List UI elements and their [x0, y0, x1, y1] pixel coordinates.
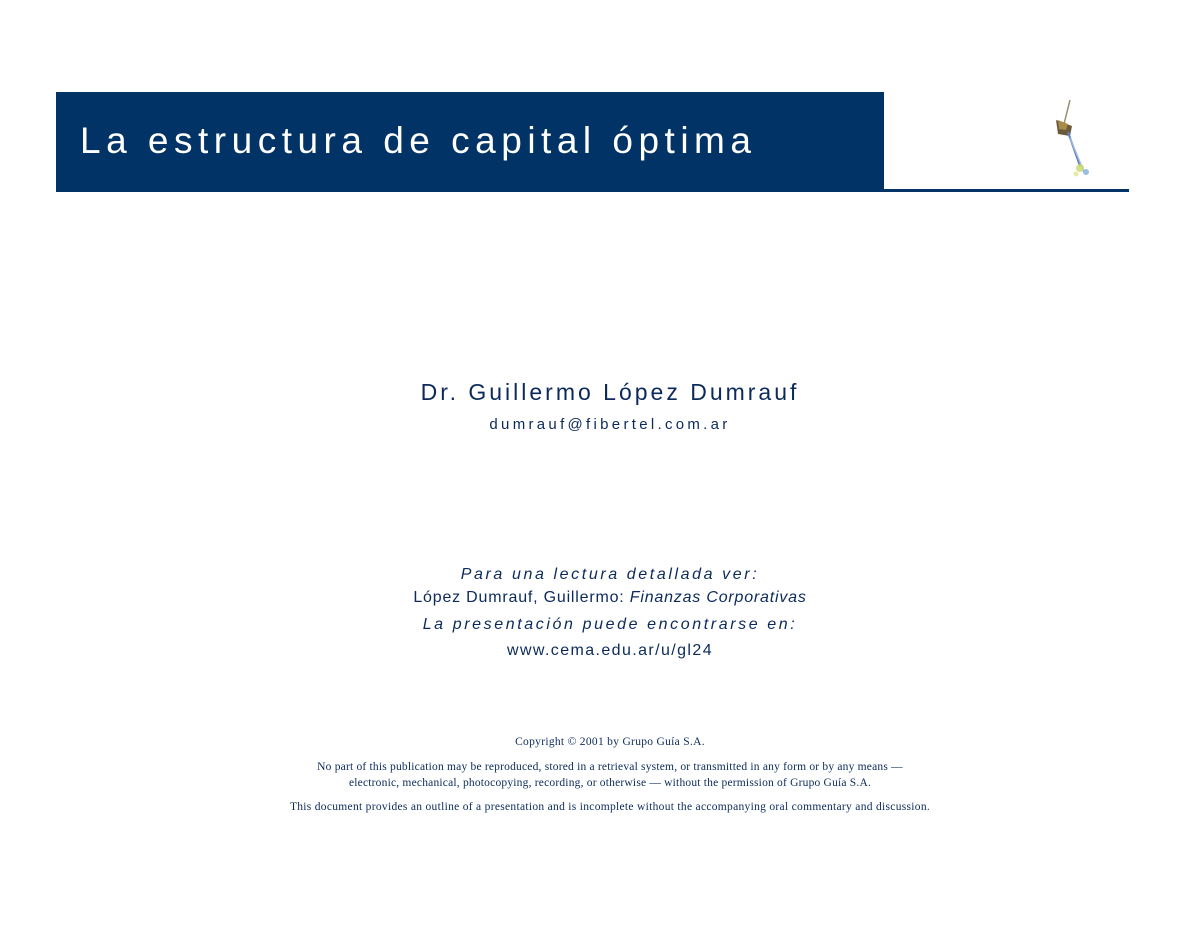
book-reference: [0, 589, 1200, 607]
book-title: Finanzas Corporativas: [629, 589, 807, 606]
presentation-url[interactable]: www.cema.edu.ar/u/gl24: [506, 642, 713, 659]
rights-notice-line-1: No part of this publication may be reproduced, stored in a retrieval system, or transmitted in any form or by any means —: [317, 761, 903, 773]
page-title: La estructura de capital óptima: [80, 120, 757, 161]
copyright-notice: Copyright © 2001 by Grupo Guía S.A.: [515, 736, 705, 748]
reading-reference-intro: Para una lectura detallada ver:: [460, 566, 760, 583]
title-bar: [56, 92, 884, 192]
author-email[interactable]: dumrauf@fibertel.com.ar: [489, 416, 731, 433]
book-author: López Dumrauf, Guillermo:: [413, 589, 630, 606]
title-underline-rule: [884, 189, 1129, 192]
telescope-logo-icon: [1050, 98, 1102, 182]
rights-notice-line-2: electronic, mechanical, photocopying, recording, or otherwise — without the permission of Grupo Guía S.A.: [348, 777, 872, 789]
outline-notice: This document provides an outline of a presentation and is incomplete without the accompanying oral commentary and discussion.: [289, 801, 931, 813]
presentation-intro: La presentación puede encontrarse en:: [422, 616, 798, 633]
author-name: Dr. Guillermo López Dumrauf: [420, 379, 800, 405]
